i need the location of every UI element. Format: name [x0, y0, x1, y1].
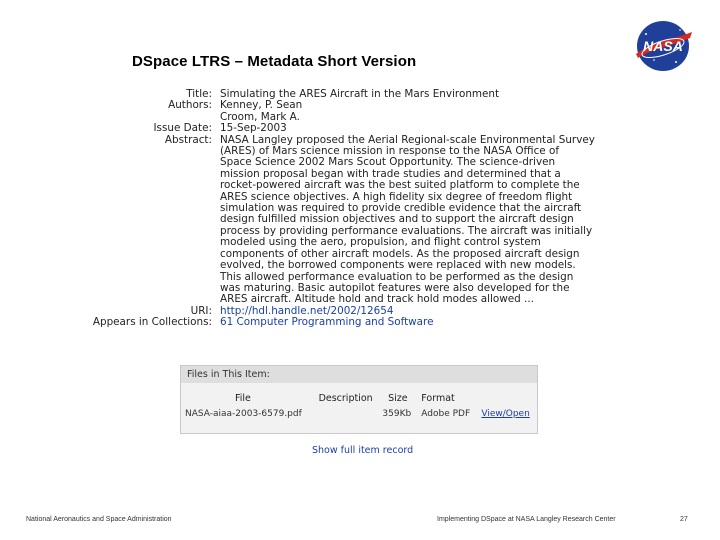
issue-date-label: Issue Date: — [153, 122, 212, 135]
column-header-format: Format — [421, 393, 455, 404]
abstract-line: was maturing. Basic autopilot features were also developed for the — [220, 281, 570, 294]
file-name: NASA-aiaa-2003-6579.pdf — [185, 409, 302, 419]
view-open-link[interactable]: View/Open — [481, 409, 530, 419]
abstract-line: process by providing performance evaluations. The aircraft was initially — [220, 224, 593, 237]
collections-row — [80, 317, 640, 328]
issue-date-value: 15-Sep-2003 — [220, 122, 287, 135]
title-value: Simulating the ARES Aircraft in the Mars Environment — [220, 88, 500, 100]
abstract-line: simulation was required to provide credible evidence that the aircraft — [220, 202, 582, 215]
issue-date-row — [80, 123, 640, 134]
file-size: 359Kb — [382, 409, 412, 419]
abstract-line: components of other aircraft models. As the proposed aircraft design — [220, 247, 580, 260]
show-full-record-link[interactable]: Show full item record — [312, 445, 414, 456]
abstract-line: rocket-powered aircraft was the best suited platform to complete the — [220, 179, 580, 192]
abstract-line: ARES aircraft. Altitude hold and track hold modes allowed ... — [220, 293, 534, 306]
abstract-row — [80, 135, 640, 306]
abstract-line: modeled using the aero, propulsion, and flight control system — [220, 236, 541, 249]
uri-label: URI: — [190, 304, 212, 317]
footer-center: Implementing DSpace at NASA Langley Research Center — [437, 516, 616, 523]
table-row — [181, 406, 537, 422]
title-row — [80, 89, 640, 100]
svg-text:NASA: NASA — [643, 38, 683, 54]
collection-link[interactable]: 61 Computer Programming and Software — [220, 316, 434, 329]
abstract-line: evolved, the borrowed components were replaced with new models. — [220, 259, 576, 272]
files-panel — [180, 365, 538, 434]
title-label: Title: — [186, 88, 212, 100]
page-number: 27 — [680, 516, 688, 523]
column-header-size: Size — [388, 393, 408, 404]
abstract-line: mission proposal began with trade studies and determined that a — [220, 167, 561, 180]
authors-row — [80, 100, 640, 123]
abstract-line: ARES science objectives. A high fidelity six degree of freedom flight — [220, 190, 573, 203]
author-link[interactable]: Kenney, P. Sean — [220, 99, 303, 112]
abstract-line: This allowed performance evaluation to be performed as the design — [220, 270, 574, 283]
file-description — [313, 406, 379, 422]
column-header-description: Description — [318, 393, 373, 404]
abstract-line: design fulfilled mission objectives and to support the aircraft design — [220, 213, 574, 226]
abstract-line: NASA Langley proposed the Aerial Regional-scale Environmental Survey — [220, 133, 595, 146]
nasa-logo — [632, 18, 694, 74]
collections-label: Appears in Collections: — [92, 316, 212, 329]
metadata-record — [80, 89, 640, 329]
abstract-label: Abstract: — [164, 133, 212, 146]
file-format: Adobe PDF — [421, 409, 471, 419]
slide-title: DSpace LTRS – Metadata Short Version — [132, 53, 417, 70]
authors-label: Authors: — [168, 99, 212, 112]
files-table — [181, 391, 537, 422]
abstract-line: (ARES) of Mars science mission in response to the NASA Office of — [220, 145, 559, 158]
uri-link[interactable]: http://hdl.handle.net/2002/12654 — [220, 304, 394, 317]
files-header-row — [181, 391, 537, 406]
abstract-text — [220, 135, 632, 306]
author-link[interactable]: Croom, Mark A. — [220, 110, 300, 123]
files-heading: Files in This Item: — [181, 366, 537, 383]
footer-left: National Aeronautics and Space Administration — [26, 516, 172, 523]
abstract-line: Space Science 2002 Mars Scout Opportunity. The science-driven — [220, 156, 556, 169]
column-header-file: File — [235, 393, 251, 404]
